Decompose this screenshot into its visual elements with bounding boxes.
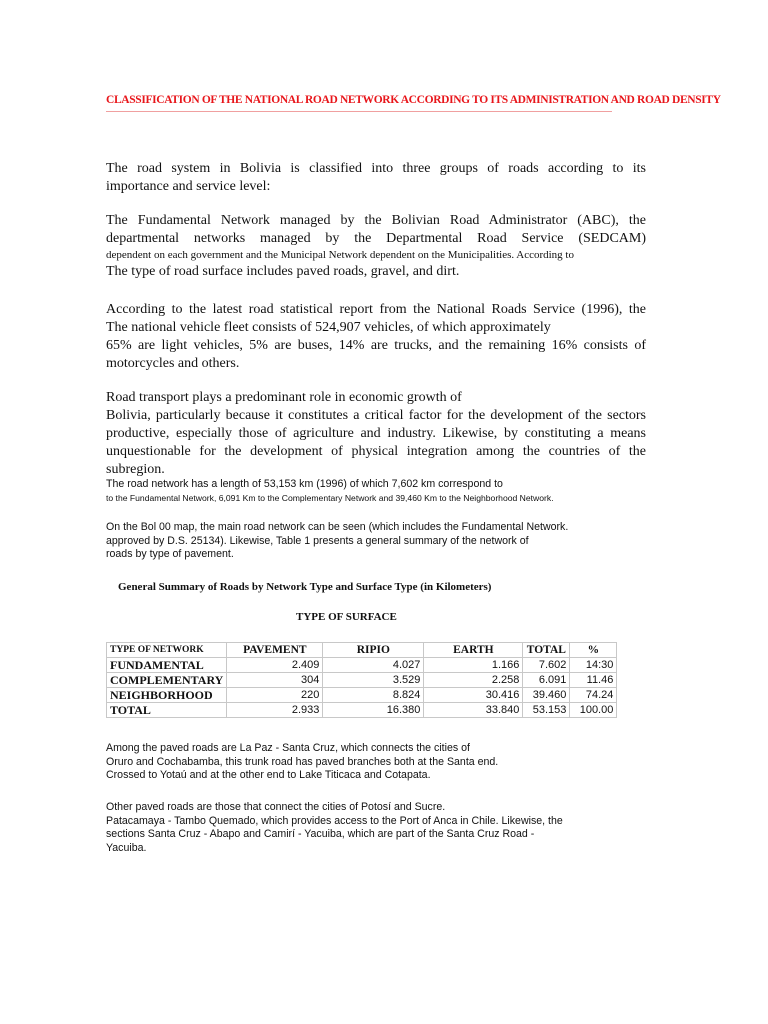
page-title: CLASSIFICATION OF THE NATIONAL ROAD NETWORK ACCORDING TO ITS ADMINISTRATION AND ROAD DENSITY <box>106 94 721 106</box>
table-cell: 8.824 <box>323 688 424 703</box>
table-cell: 3.529 <box>323 673 424 688</box>
table-cell: 33.840 <box>424 703 523 718</box>
table-cell: 4.027 <box>323 658 424 673</box>
table-cell: 1.166 <box>424 658 523 673</box>
text-line: The national vehicle fleet consists of 524,907 vehicles, of which approximately <box>106 320 551 335</box>
table-cell: 220 <box>227 688 323 703</box>
column-header: TOTAL <box>523 643 570 658</box>
text-line: According to the latest road statistical report from the National Roads Service (1996), the <box>106 302 646 317</box>
paragraph-paved-roads <box>106 742 626 783</box>
table-cell: 100.00 <box>570 703 617 718</box>
table-row <box>107 673 617 688</box>
table-cell: COMPLEMENTARY <box>107 673 227 688</box>
table-cell: 11.46 <box>570 673 617 688</box>
text-line: unquestionable for the development of physical integration among the countries of the subregion. <box>106 444 646 477</box>
paragraph-road-system <box>106 160 646 196</box>
text-line: Other paved roads are those that connect the cities of Potosí and Sucre. <box>106 801 446 813</box>
text-line: Crossed to Yotaú and at the other end to Lake Titicaca and Cotapata. <box>106 769 431 781</box>
text-line: roads by type of pavement. <box>106 548 234 560</box>
text-line: On the Bol 00 map, the main road network can be seen (which includes the Fundamental Network. <box>106 521 569 533</box>
table-cell: 16.380 <box>323 703 424 718</box>
text-line: Bolivia, particularly because it constitutes a critical factor for the development of the sectors <box>106 408 646 423</box>
table-header-row <box>107 643 617 658</box>
text-line: The road network has a length of 53,153 km (1996) of which 7,602 km correspond to <box>106 478 503 490</box>
text-line: motorcycles and others. <box>106 356 240 371</box>
paragraph-other-paved-roads <box>106 801 626 855</box>
text-line: Oruro and Cochabamba, this trunk road has paved branches both at the Santa end. <box>106 755 499 768</box>
text-line: The road system in Bolivia is classified into three groups of roads according to its <box>106 161 646 176</box>
text-line: The Fundamental Network managed by the Bolivian Road Administrator (ABC), the <box>106 213 646 228</box>
column-header: RIPIO <box>323 643 424 658</box>
table-cell: 30.416 <box>424 688 523 703</box>
table-cell: FUNDAMENTAL <box>107 658 227 673</box>
text-line: The type of road surface includes paved roads, gravel, and dirt. <box>106 264 460 279</box>
paragraph-map-reference <box>106 521 626 562</box>
table-cell: 39.460 <box>523 688 570 703</box>
text-line: 65% are light vehicles, 5% are buses, 14% are trucks, and the remaining 16% consists of <box>106 338 646 353</box>
table-caption: General Summary of Roads by Network Type and Surface Type (in Kilometers) <box>118 581 492 593</box>
table-cell: 2.258 <box>424 673 523 688</box>
table-surface-header: TYPE OF SURFACE <box>296 611 397 623</box>
table-cell: NEIGHBORHOOD <box>107 688 227 703</box>
text-line: importance and service level: <box>106 179 271 194</box>
text-line: productive, especially those of agriculture and industry. Likewise, by constituting a means <box>106 426 646 441</box>
text-line: Among the paved roads are La Paz - Santa Cruz, which connects the cities of <box>106 742 470 754</box>
paragraph-road-transport <box>106 389 646 479</box>
table-cell: 2.409 <box>227 658 323 673</box>
column-header: % <box>570 643 617 658</box>
paragraph-vehicle-fleet <box>106 301 646 373</box>
table-cell: TOTAL <box>107 703 227 718</box>
column-header: PAVEMENT <box>227 643 323 658</box>
column-header: EARTH <box>424 643 523 658</box>
table-row <box>107 688 617 703</box>
text-line: departmental networks managed by the Departmental Road Service (SEDCAM) <box>106 231 646 246</box>
text-line: approved by D.S. 25134). Likewise, Table 1 presents a general summary of the network of <box>106 534 529 547</box>
table-cell: 6.091 <box>523 673 570 688</box>
table-row <box>107 658 617 673</box>
table-cell: 53.153 <box>523 703 570 718</box>
table-row <box>107 703 617 718</box>
text-line: dependent on each government and the Municipal Network dependent on the Municipalities. According to <box>106 249 574 261</box>
table-cell: 7.602 <box>523 658 570 673</box>
text-line: Yacuiba. <box>106 841 147 854</box>
text-line: sections Santa Cruz - Abapo and Camirí - Yacuiba, which are part of the Santa Cruz Road - <box>106 828 535 840</box>
paragraph-networks <box>106 212 646 281</box>
paragraph-network-length <box>106 478 626 504</box>
column-header: TYPE OF NETWORK <box>107 643 227 658</box>
road-summary-table <box>106 642 617 718</box>
title-underline <box>106 111 612 112</box>
text-line: Road transport plays a predominant role in economic growth of <box>106 390 462 405</box>
table-cell: 304 <box>227 673 323 688</box>
text-line: Patacamaya - Tambo Quemado, which provides access to the Port of Anca in Chile. Likewise, the <box>106 814 563 827</box>
table-cell: 74.24 <box>570 688 617 703</box>
table-cell: 2.933 <box>227 703 323 718</box>
table-cell: 14:30 <box>570 658 617 673</box>
text-line: to the Fundamental Network, 6,091 Km to the Complementary Network and 39,460 Km to the Neighborhood Network. <box>106 492 554 503</box>
